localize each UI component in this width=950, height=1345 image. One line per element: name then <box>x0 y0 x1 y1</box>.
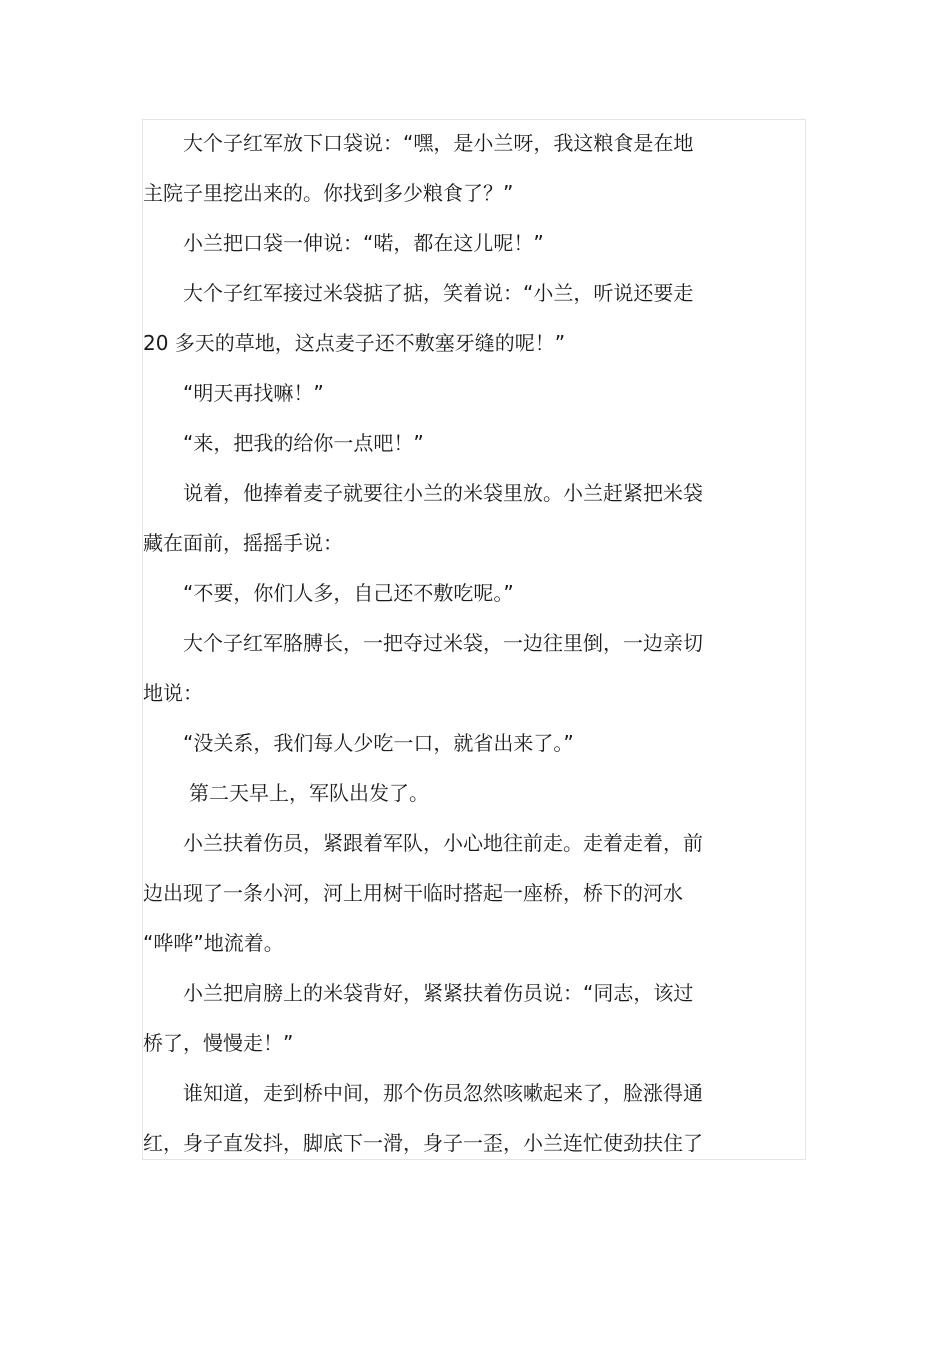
text-line: 谁知道，走到桥中间，那个伤员忽然咳嗽起来了，脸涨得通 <box>183 1081 703 1105</box>
document-body <box>143 118 743 1168</box>
text-line: 20 多天的草地，这点麦子还不敷塞牙缝的呢！” <box>143 331 566 355</box>
text-line: “来，把我的给你一点吧！” <box>183 431 424 455</box>
text-line: 大个子红军放下口袋说：“嘿，是小兰呀，我这粮食是在地 <box>183 131 694 155</box>
text-line: 小兰把口袋一伸说：“喏，都在这儿呢！” <box>183 231 544 255</box>
text-line: 小兰把肩膀上的米袋背好，紧紧扶着伤员说：“同志，该过 <box>183 981 694 1005</box>
text-line: 大个子红军胳膊长，一把夺过米袋，一边往里倒，一边亲切 <box>183 631 703 655</box>
text-line: 红，身子直发抖，脚底下一滑，身子一歪，小兰连忙使劲扶住了 <box>143 1131 703 1155</box>
text-line: 地说： <box>143 681 203 705</box>
text-line: 边出现了一条小河，河上用树干临时搭起一座桥，桥下的河水 <box>143 881 683 905</box>
text-line: “哗哗”地流着。 <box>143 931 284 955</box>
text-line: 桥了，慢慢走！” <box>143 1031 294 1055</box>
text-line: “没关系，我们每人少吃一口，就省出来了。” <box>183 731 574 755</box>
text-line: 小兰扶着伤员，紧跟着军队，小心地往前走。走着走着，前 <box>183 831 703 855</box>
text-line: “不要，你们人多，自己还不敷吃呢。” <box>183 581 514 605</box>
text-line: 说着，他捧着麦子就要往小兰的米袋里放。小兰赶紧把米袋 <box>183 481 703 505</box>
text-line: “明天再找嘛！” <box>183 381 324 405</box>
text-line: 大个子红军接过米袋掂了掂，笑着说：“小兰，听说还要走 <box>183 281 694 305</box>
text-line: 第二天早上，军队出发了。 <box>189 781 429 805</box>
text-line: 藏在面前，摇摇手说： <box>143 531 343 555</box>
text-line: 主院子里挖出来的。你找到多少粮食了？” <box>143 181 514 205</box>
